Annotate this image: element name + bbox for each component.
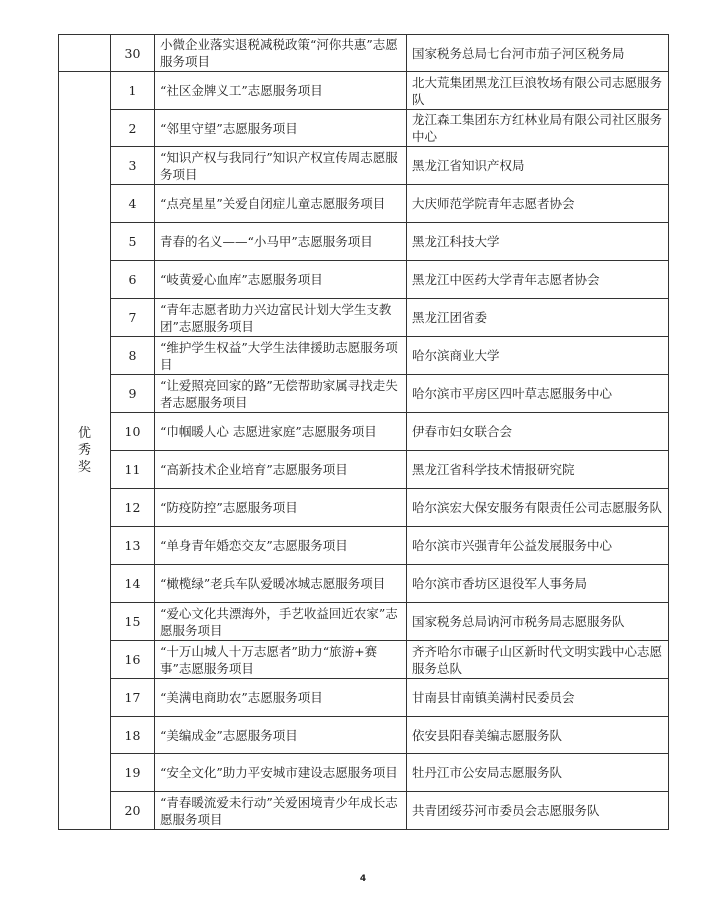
project-name: “橄榄绿”老兵车队爱暖冰城志愿服务项目: [155, 565, 407, 603]
table-row: [59, 451, 669, 489]
organization-name: 哈尔滨市平房区四叶草志愿服务中心: [407, 375, 669, 413]
row-number: 6: [111, 261, 155, 299]
table-row: [59, 754, 669, 792]
table-row: [59, 35, 669, 72]
row-number: 16: [111, 641, 155, 679]
project-name: “维护学生权益”大学生法律援助志愿服务项目: [155, 337, 407, 375]
row-number: 19: [111, 754, 155, 792]
row-number: 14: [111, 565, 155, 603]
organization-name: 甘南县甘南镇美满村民委员会: [407, 679, 669, 717]
project-name: “青年志愿者助力兴边富民计划大学生支教团”志愿服务项目: [155, 299, 407, 337]
project-name: “岐黄爱心血库”志愿服务项目: [155, 261, 407, 299]
organization-name: 国家税务总局七台河市茄子河区税务局: [407, 35, 669, 72]
project-name: “青春暖流爱未行动”关爱困境青少年成长志愿服务项目: [155, 792, 407, 830]
table-row: [59, 679, 669, 717]
organization-name: 齐齐哈尔市碾子山区新时代文明实践中心志愿服务总队: [407, 641, 669, 679]
row-number: 30: [111, 35, 155, 72]
project-name: “高新技术企业培育”志愿服务项目: [155, 451, 407, 489]
award-category-cell: [59, 35, 111, 72]
row-number: 11: [111, 451, 155, 489]
project-name: “美编成金”志愿服务项目: [155, 717, 407, 754]
table-row: [59, 299, 669, 337]
project-name: “巾帼暖人心 志愿进家庭”志愿服务项目: [155, 413, 407, 451]
table-row: [59, 413, 669, 451]
row-number: 9: [111, 375, 155, 413]
organization-name: 依安县阳春美编志愿服务队: [407, 717, 669, 754]
table-row: [59, 72, 669, 110]
table-row: [59, 147, 669, 185]
organization-name: 哈尔滨宏大保安服务有限责任公司志愿服务队: [407, 489, 669, 527]
project-name: “点亮星星”关爱自闭症儿童志愿服务项目: [155, 185, 407, 223]
project-name: “防疫防控”志愿服务项目: [155, 489, 407, 527]
row-number: 17: [111, 679, 155, 717]
organization-name: 国家税务总局讷河市税务局志愿服务队: [407, 603, 669, 641]
project-name: 青春的名义——“小马甲”志愿服务项目: [155, 223, 407, 261]
organization-name: 大庆师范学院青年志愿者协会: [407, 185, 669, 223]
table-row: [59, 185, 669, 223]
table-row: [59, 565, 669, 603]
award-category-label: 优秀奖: [77, 426, 91, 475]
organization-name: 龙江森工集团东方红林业局有限公司社区服务中心: [407, 110, 669, 147]
table-row: [59, 641, 669, 679]
project-name: “爱心文化共漂海外，手艺收益回近农家”志愿服务项目: [155, 603, 407, 641]
organization-name: 黑龙江中医药大学青年志愿者协会: [407, 261, 669, 299]
row-number: 5: [111, 223, 155, 261]
row-number: 8: [111, 337, 155, 375]
organization-name: 北大荒集团黑龙江巨浪牧场有限公司志愿服务队: [407, 72, 669, 110]
row-number: 4: [111, 185, 155, 223]
award-category-cell: [59, 72, 111, 830]
row-number: 15: [111, 603, 155, 641]
row-number: 20: [111, 792, 155, 830]
organization-name: 伊春市妇女联合会: [407, 413, 669, 451]
organization-name: 牡丹江市公安局志愿服务队: [407, 754, 669, 792]
table-row: [59, 337, 669, 375]
awards-table-body: [59, 35, 669, 830]
table-row: [59, 375, 669, 413]
page-number: 4: [359, 874, 367, 884]
row-number: 7: [111, 299, 155, 337]
project-name: “知识产权与我同行”知识产权宣传周志愿服务项目: [155, 147, 407, 185]
organization-name: 哈尔滨商业大学: [407, 337, 669, 375]
table-row: [59, 489, 669, 527]
organization-name: 黑龙江科技大学: [407, 223, 669, 261]
project-name: “邻里守望”志愿服务项目: [155, 110, 407, 147]
project-name: “让爱照亮回家的路”无偿帮助家属寻找走失者志愿服务项目: [155, 375, 407, 413]
awards-table: [58, 34, 669, 830]
table-row: [59, 261, 669, 299]
table-row: [59, 223, 669, 261]
project-name: “社区金牌义工”志愿服务项目: [155, 72, 407, 110]
row-number: 3: [111, 147, 155, 185]
row-number: 2: [111, 110, 155, 147]
row-number: 18: [111, 717, 155, 754]
row-number: 1: [111, 72, 155, 110]
organization-name: 共青团绥芬河市委员会志愿服务队: [407, 792, 669, 830]
table-row: [59, 792, 669, 830]
organization-name: 哈尔滨市香坊区退役军人事务局: [407, 565, 669, 603]
organization-name: 黑龙江省知识产权局: [407, 147, 669, 185]
table-row: [59, 603, 669, 641]
project-name: “美满电商助农”志愿服务项目: [155, 679, 407, 717]
row-number: 12: [111, 489, 155, 527]
table-row: [59, 527, 669, 565]
organization-name: 黑龙江省科学技术情报研究院: [407, 451, 669, 489]
project-name: 小微企业落实退税减税政策“河你共惠”志愿服务项目: [155, 35, 407, 72]
row-number: 13: [111, 527, 155, 565]
project-name: “单身青年婚恋交友”志愿服务项目: [155, 527, 407, 565]
organization-name: 哈尔滨市兴强青年公益发展服务中心: [407, 527, 669, 565]
table-row: [59, 110, 669, 147]
organization-name: 黑龙江团省委: [407, 299, 669, 337]
project-name: “十万山城人十万志愿者”助力“旅游+赛事”志愿服务项目: [155, 641, 407, 679]
row-number: 10: [111, 413, 155, 451]
project-name: “安全文化”助力平安城市建设志愿服务项目: [155, 754, 407, 792]
table-row: [59, 717, 669, 754]
